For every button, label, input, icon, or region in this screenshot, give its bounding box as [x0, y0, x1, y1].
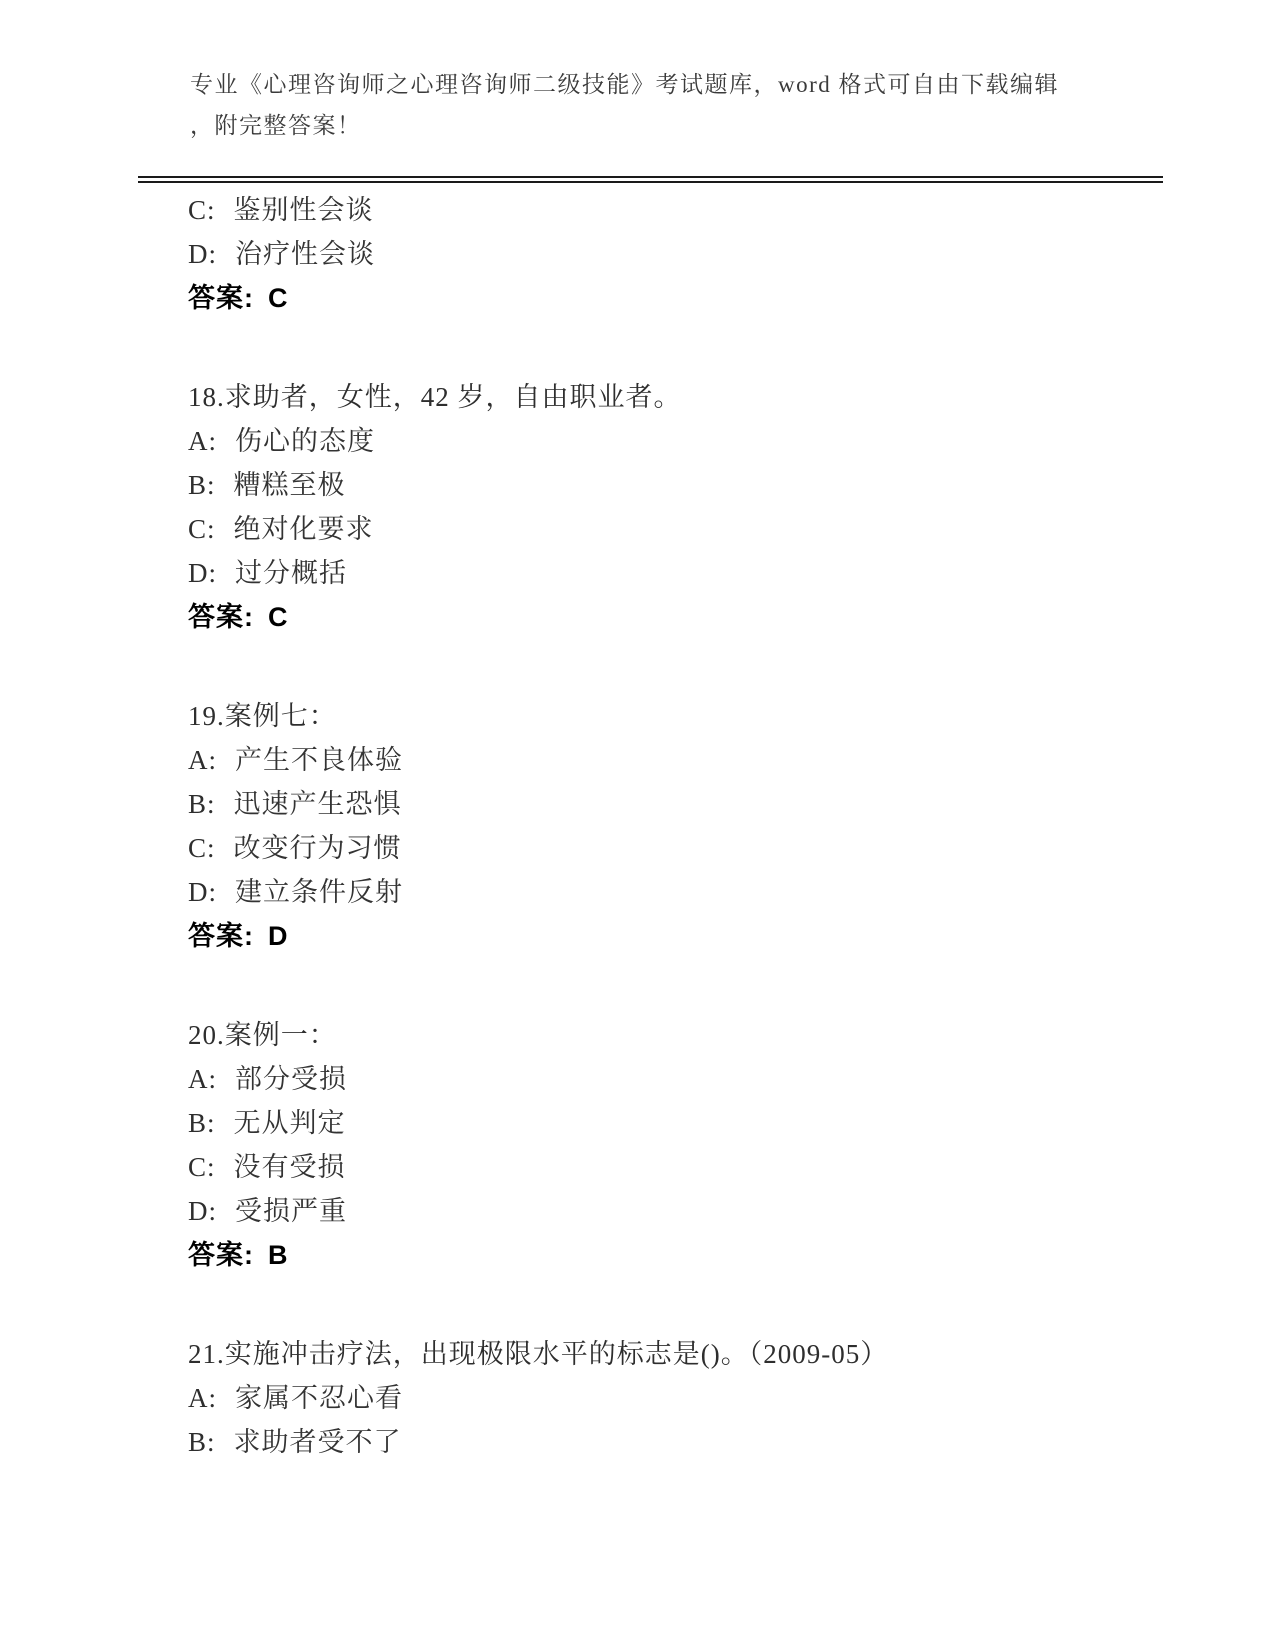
answer-value: B — [268, 1240, 289, 1270]
option-text: 无从判定 — [233, 1108, 346, 1138]
option-letter: B: — [188, 470, 216, 500]
option-text: 伤心的态度 — [235, 426, 375, 456]
option-text: 治疗性会谈 — [235, 239, 375, 269]
question-title: 19.案例七： — [188, 701, 337, 731]
option-letter: D: — [188, 1196, 217, 1226]
option-text: 没有受损 — [233, 1152, 346, 1182]
answer-label: 答案: — [188, 602, 254, 632]
option-letter: A: — [188, 1383, 217, 1413]
option-line — [188, 507, 1165, 551]
option-line — [188, 782, 1165, 826]
option-letter: A: — [188, 426, 217, 456]
option-letter: B: — [188, 1108, 216, 1138]
option-line — [188, 1101, 1165, 1145]
header-divider-rule — [138, 176, 1163, 183]
option-letter: B: — [188, 789, 216, 819]
option-text: 绝对化要求 — [233, 514, 374, 544]
answer-label: 答案: — [188, 921, 254, 951]
answer-line — [188, 1233, 1165, 1277]
option-text: 产生不良体验 — [235, 745, 403, 775]
option-letter: D: — [188, 877, 217, 907]
option-letter: C: — [188, 514, 216, 544]
answer-line — [188, 914, 1165, 958]
option-text: 过分概括 — [235, 558, 347, 588]
option-line — [188, 826, 1165, 870]
question-block-17-continuation — [188, 188, 1165, 320]
option-line — [188, 232, 1165, 276]
answer-value: C — [268, 602, 289, 632]
option-line — [188, 1189, 1165, 1233]
option-text: 家属不忍心看 — [235, 1383, 403, 1413]
answer-label: 答案: — [188, 283, 254, 313]
option-letter: D: — [188, 239, 217, 269]
question-block-18 — [188, 375, 1165, 639]
option-line — [188, 463, 1165, 507]
option-text: 受损严重 — [235, 1196, 347, 1226]
question-block-21 — [188, 1332, 1165, 1464]
document-header — [190, 0, 1175, 146]
option-line — [188, 1145, 1165, 1189]
option-text: 鉴别性会谈 — [233, 195, 374, 225]
option-text: 迅速产生恐惧 — [233, 789, 402, 819]
option-letter: B: — [188, 1427, 216, 1457]
option-text: 改变行为习惯 — [233, 833, 402, 863]
option-text: 求助者受不了 — [233, 1427, 402, 1457]
question-title: 20.案例一： — [188, 1020, 337, 1050]
answer-label: 答案: — [188, 1240, 254, 1270]
option-text: 糟糕至极 — [233, 470, 346, 500]
answer-value: D — [268, 921, 289, 951]
option-letter: C: — [188, 1152, 216, 1182]
header-text-line-1: 专业《心理咨询师之心理咨询师二级技能》考试题库，word 格式可自由下载编辑 — [190, 72, 1060, 97]
question-block-20 — [188, 1013, 1165, 1277]
question-title: 21.实施冲击疗法，出现极限水平的标志是()。（2009-05） — [188, 1339, 889, 1369]
option-line — [188, 551, 1165, 595]
header-text-line-2: ，附完整答案！ — [190, 113, 362, 138]
option-line — [188, 870, 1165, 914]
option-line — [188, 738, 1165, 782]
option-line — [188, 188, 1165, 232]
option-letter: C: — [188, 195, 216, 225]
option-letter: A: — [188, 745, 217, 775]
option-line — [188, 1376, 1165, 1420]
document-body — [188, 188, 1165, 1464]
option-line — [188, 1057, 1165, 1101]
option-text: 部分受损 — [235, 1064, 347, 1094]
option-letter: D: — [188, 558, 217, 588]
option-letter: C: — [188, 833, 216, 863]
question-block-19 — [188, 694, 1165, 958]
option-text: 建立条件反射 — [235, 877, 403, 907]
option-line — [188, 419, 1165, 463]
answer-line — [188, 595, 1165, 639]
question-title: 18.求助者，女性，42 岁，自由职业者。 — [188, 382, 682, 412]
option-letter: A: — [188, 1064, 217, 1094]
answer-line — [188, 276, 1165, 320]
option-line — [188, 1420, 1165, 1464]
answer-value: C — [268, 283, 289, 313]
